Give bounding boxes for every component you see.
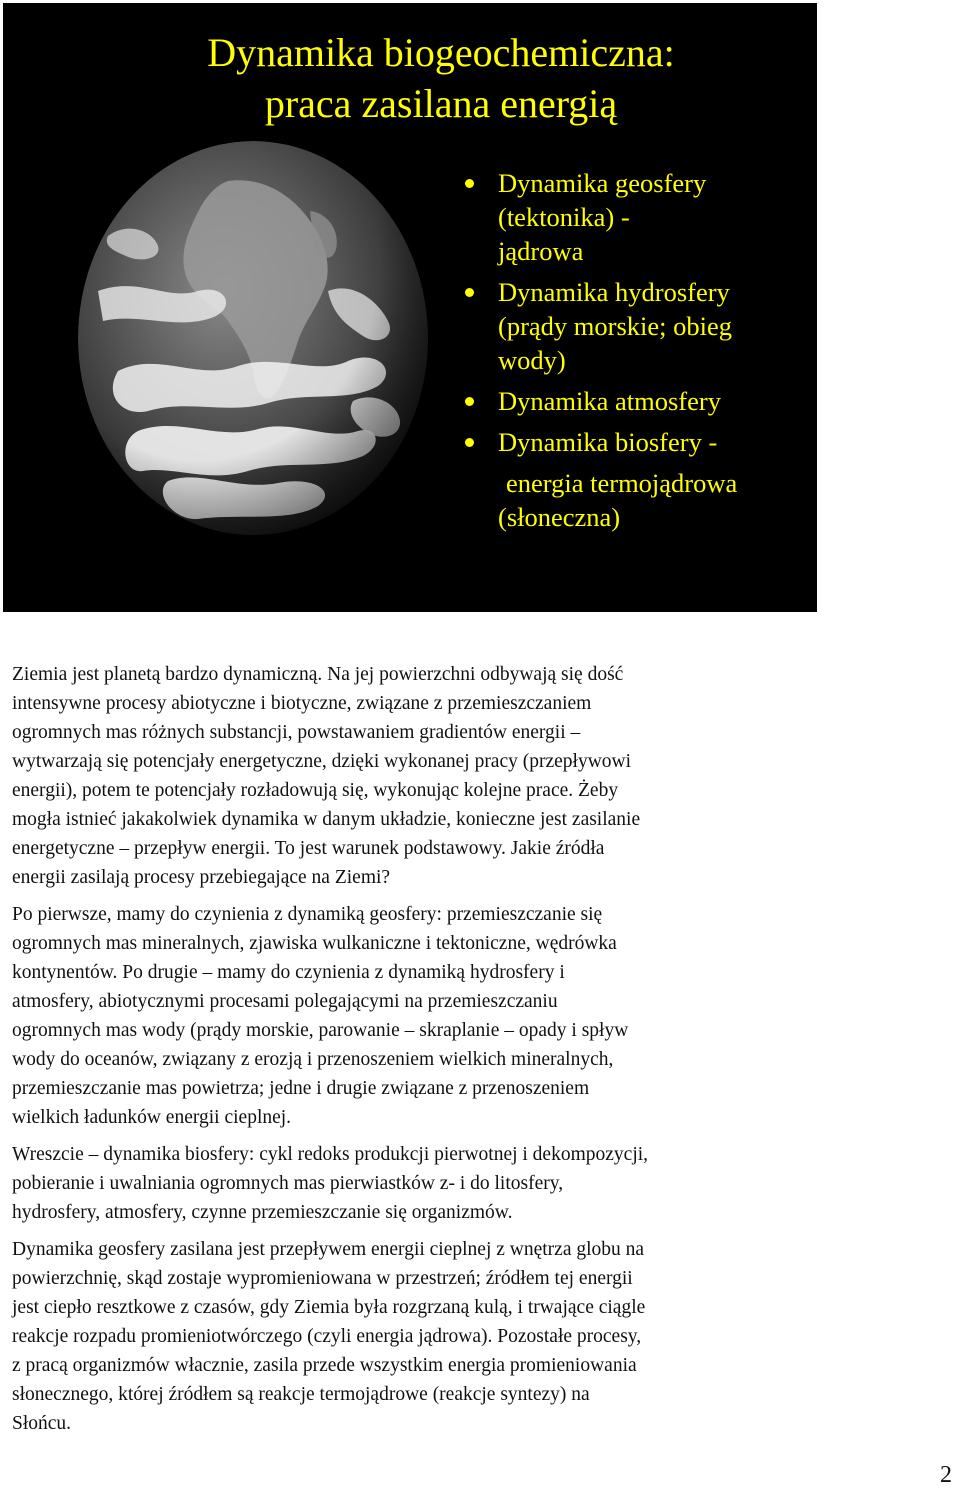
paragraph-line: Słońcu. [12, 1413, 72, 1434]
paragraph-line: ogromnych mas różnych substancji, powstawaniem gradientów energii – [12, 722, 581, 743]
paragraph-line: energetyczne – przepływ energii. To jest warunek podstawowy. Jakie źródła [12, 838, 605, 859]
bullet-item [461, 275, 801, 377]
paragraph-line: wytwarzają się potencjały energetyczne, dzięki wykonanej pracy (przepływowi [12, 751, 632, 772]
bullet-text-line: Dynamika hydrosfery [498, 277, 730, 307]
bullet-dot-icon [465, 288, 474, 297]
bullet-continuation [461, 466, 801, 534]
paragraph-line: z pracą organizmów włacznie, zasila przede wszystkim energia promieniowania [12, 1355, 637, 1376]
paragraph-line: atmosfery, abiotycznymi procesami polegającymi na przemieszczaniu [12, 991, 558, 1012]
earth-globe-image [78, 141, 428, 536]
slide-title [121, 27, 761, 129]
paragraph-line: słonecznego, której źródłem są reakcje termojądrowe (reakcje syntezy) na [12, 1384, 590, 1405]
bullet-text-line: Dynamika biosfery - [498, 427, 718, 457]
bullet-text-line: Dynamika geosfery [498, 168, 707, 198]
paragraph [12, 1140, 812, 1227]
slide-title-line: praca zasilana energią [264, 81, 618, 126]
bullet-text-line: (prądy morskie; obieg [498, 311, 733, 341]
paragraph [12, 900, 812, 1132]
page-number: 2 [940, 1462, 952, 1488]
bullet-dot-icon [465, 438, 474, 447]
bullet-dot-icon [465, 179, 474, 188]
paragraph-line: Wreszcie – dynamika biosfery: cykl redoks produkcji pierwotnej i dekompozycji, [12, 1144, 649, 1165]
slide-panel [3, 3, 817, 612]
paragraph-line: ogromnych mas wody (prądy morskie, parowanie – skraplanie – opady i spływ [12, 1020, 629, 1041]
bullet-text-line: wody) [498, 345, 566, 375]
paragraph-line: przemieszczanie mas powietrza; jedne i drugie związane z przenoszeniem [12, 1078, 590, 1099]
bullet-text-line: jądrowa [498, 236, 584, 266]
bullet-dot-icon [465, 397, 474, 406]
paragraph-line: ogromnych mas mineralnych, zjawiska wulkaniczne i tektoniczne, wędrówka [12, 933, 617, 954]
bullet-text-line: (słoneczna) [498, 502, 621, 532]
paragraph-line: wody do oceanów, związany z erozją i przenoszeniem wielkich mineralnych, [12, 1049, 614, 1070]
slide-bullet-list [461, 166, 801, 534]
bullet-item [461, 425, 801, 459]
bullet-item [461, 384, 801, 418]
slide-title-line: Dynamika biogeochemiczna: [207, 30, 675, 75]
paragraph-line: powierzchnię, skąd zostaje wypromieniowana w przestrzeń; źródłem tej energii [12, 1268, 633, 1289]
paragraph-line: kontynentów. Po drugie – mamy do czynienia z dynamiką hydrosfery i [12, 962, 565, 983]
paragraph-line: intensywne procesy abiotyczne i biotyczne, związane z przemieszczaniem [12, 693, 592, 714]
paragraph-line: energii), potem te potencjały rozładowują się, wykonując kolejne prace. Żeby [12, 780, 619, 801]
paragraph-line: jest ciepło resztkowe z czasów, gdy Ziemia była rozgrzaną kulą, i trwające ciągle [12, 1297, 646, 1318]
paragraph [12, 660, 812, 892]
bullet-text-line: energia termojądrowa [506, 468, 738, 498]
paragraph-line: reakcje rozpadu promieniotwórczego (czyli energia jądrowa). Pozostałe procesy, [12, 1326, 642, 1347]
paragraph-line: hydrosfery, atmosfery, czynne przemieszczanie się organizmów. [12, 1202, 513, 1223]
paragraph-line: Ziemia jest planetą bardzo dynamiczną. Na jej powierzchni odbywają się dość [12, 664, 624, 685]
body-text [12, 660, 812, 1446]
paragraph-line: Po pierwsze, mamy do czynienia z dynamiką geosfery: przemieszczanie się [12, 904, 603, 925]
bullet-text-line: Dynamika atmosfery [498, 386, 721, 416]
paragraph [12, 1235, 812, 1438]
bullet-item [461, 166, 801, 268]
paragraph-line: mogła istnieć jakakolwiek dynamika w danym układzie, konieczne jest zasilanie [12, 809, 641, 830]
paragraph-line: Dynamika geosfery zasilana jest przepływem energii cieplnej z wnętrza globu na [12, 1239, 645, 1260]
paragraph-line: energii zasilają procesy przebiegające na Ziemi? [12, 867, 391, 888]
bullet-text-line: (tektonika) - [498, 202, 630, 232]
paragraph-line: pobieranie i uwalniania ogromnych mas pierwiastków z- i do litosfery, [12, 1173, 564, 1194]
paragraph-line: wielkich ładunków energii cieplnej. [12, 1107, 292, 1128]
